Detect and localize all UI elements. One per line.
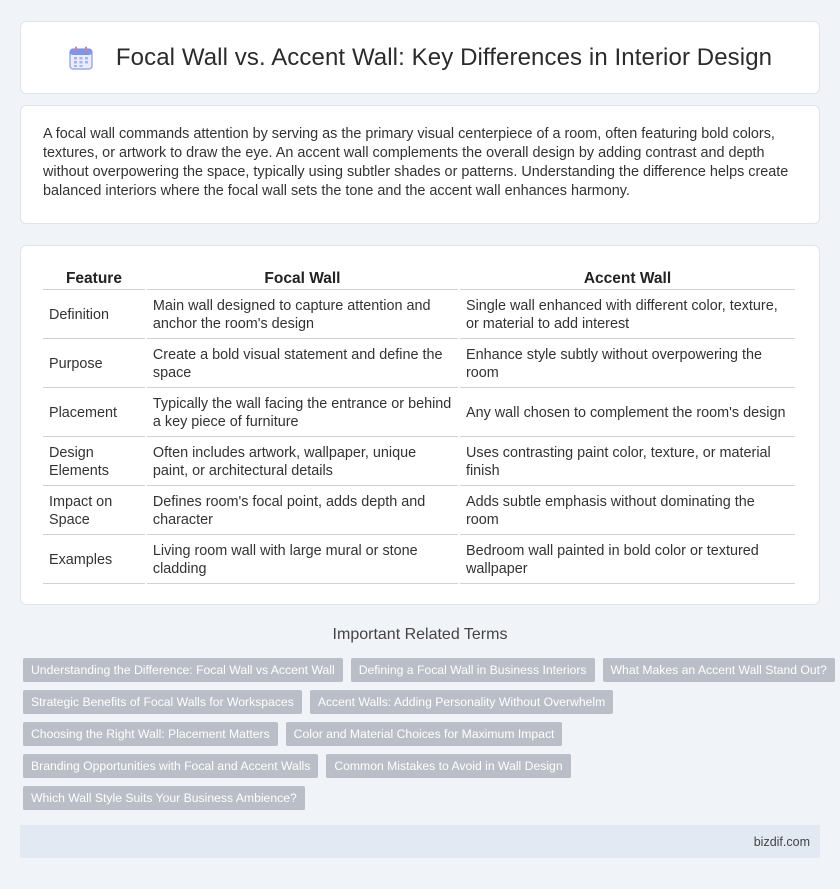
feature-cell: Purpose [43, 339, 145, 388]
footer-site-link[interactable]: bizdif.com [753, 835, 810, 849]
related-term-link[interactable]: What Makes an Accent Wall Stand Out? [603, 658, 835, 682]
column-header-focal-wall: Focal Wall [147, 266, 458, 290]
related-term-link[interactable]: Strategic Benefits of Focal Walls for Workspaces [23, 690, 302, 714]
related-term-link[interactable]: Which Wall Style Suits Your Business Ambience? [23, 786, 305, 810]
focal-wall-cell: Often includes artwork, wallpaper, unique paint, or architectural details [147, 437, 458, 486]
tag-row [23, 754, 823, 778]
tag-row [23, 690, 823, 714]
related-term-link[interactable]: Branding Opportunities with Focal and Accent Walls [23, 754, 318, 778]
table-row [43, 486, 795, 535]
related-term-link[interactable]: Color and Material Choices for Maximum Impact [286, 722, 563, 746]
related-term-link[interactable]: Accent Walls: Adding Personality Without Overwhelm [310, 690, 613, 714]
feature-cell: Placement [43, 388, 145, 437]
accent-wall-cell: Enhance style subtly without overpowering the room [460, 339, 795, 388]
focal-wall-cell: Create a bold visual statement and define the space [147, 339, 458, 388]
table-row [43, 437, 795, 486]
header-card [20, 21, 820, 94]
comparison-table-card [20, 245, 820, 605]
accent-wall-cell: Single wall enhanced with different color, texture, or material to add interest [460, 290, 795, 339]
related-terms-heading: Important Related Terms [332, 626, 508, 643]
page-title: Focal Wall vs. Accent Wall: Key Differences in Interior Design [115, 43, 773, 71]
focal-wall-cell: Living room wall with large mural or stone cladding [147, 535, 458, 584]
feature-cell: Examples [43, 535, 145, 584]
accent-wall-cell: Bedroom wall painted in bold color or textured wallpaper [460, 535, 795, 584]
related-terms-list [23, 658, 827, 818]
comparison-table [41, 266, 797, 584]
table-row [43, 535, 795, 584]
focal-wall-cell: Defines room's focal point, adds depth and character [147, 486, 458, 535]
table-row [43, 290, 795, 339]
accent-wall-cell: Any wall chosen to complement the room's design [460, 388, 795, 437]
related-term-link[interactable]: Understanding the Difference: Focal Wall vs Accent Wall [23, 658, 343, 682]
feature-cell: Definition [43, 290, 145, 339]
feature-cell: Design Elements [43, 437, 145, 486]
accent-wall-cell: Adds subtle emphasis without dominating the room [460, 486, 795, 535]
focal-wall-cell: Typically the wall facing the entrance or behind a key piece of furniture [147, 388, 458, 437]
related-term-link[interactable]: Common Mistakes to Avoid in Wall Design [326, 754, 570, 778]
column-header-feature: Feature [43, 266, 145, 290]
intro-card [20, 105, 820, 224]
column-header-accent-wall: Accent Wall [460, 266, 795, 290]
table-row [43, 388, 795, 437]
footer [20, 825, 820, 858]
calendar-icon [68, 45, 94, 71]
tag-row [23, 658, 827, 682]
accent-wall-cell: Uses contrasting paint color, texture, or material finish [460, 437, 795, 486]
related-term-link[interactable]: Choosing the Right Wall: Placement Matters [23, 722, 278, 746]
focal-wall-cell: Main wall designed to capture attention and anchor the room's design [147, 290, 458, 339]
related-term-link[interactable]: Defining a Focal Wall in Business Interiors [351, 658, 595, 682]
tag-row [23, 722, 823, 746]
intro-paragraph: A focal wall commands attention by serving as the primary visual centerpiece of a room, often featuring bold colors, textures, or artwork to draw the eye. An accent wall complements the overall design by adding contrast and depth without overpowering the space, typically using subtler shades or patterns. Understanding the difference helps create balanced interiors where the focal wall sets the tone and the accent wall enhances harmony. [43, 126, 789, 199]
table-header-row [43, 266, 795, 290]
feature-cell: Impact on Space [43, 486, 145, 535]
table-row [43, 339, 795, 388]
tag-row [23, 786, 823, 810]
